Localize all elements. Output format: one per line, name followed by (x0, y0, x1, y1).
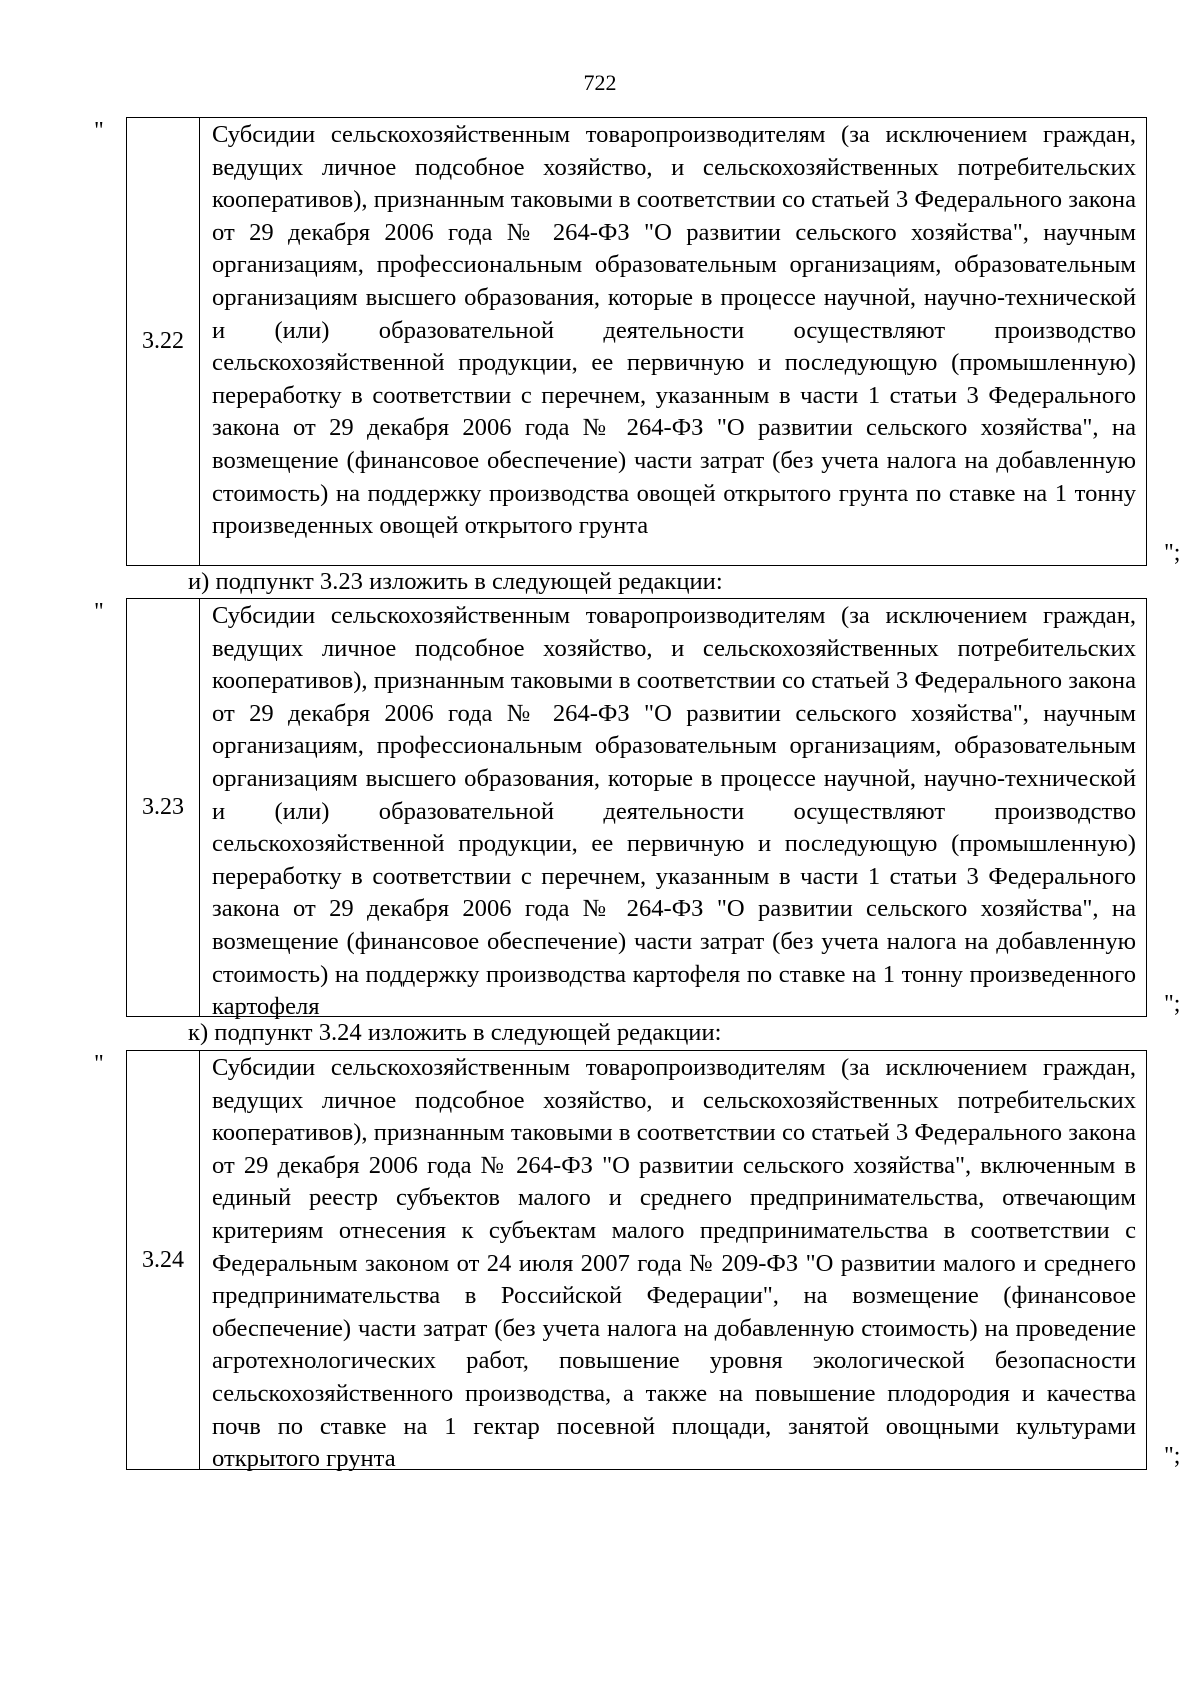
closing-quote: "; (1164, 1443, 1181, 1469)
row-number: 3.22 (127, 118, 200, 565)
subsidy-row-3-22 (126, 117, 1147, 566)
row-number: 3.24 (127, 1051, 200, 1469)
row-text: Субсидии сельскохозяйственным товаропроизводителям (за исключением граждан, ведущих личное подсобное хозяйство, и сельскохозяйственных потребительских кооперативов), признанным таковыми в соответствии со статьей 3 Федерального закона от 29 декабря 2006 года № 264-ФЗ "О развитии сельского хозяйства", научным организациям, профессиональным образовательным организациям, образовательным организациям высшего образования, которые в процессе научной, научно-технической и (или) образовательной деятельности осуществляют производство сельскохозяйственной продукции, ее первичную и последующую (промышленную) переработку в соответствии с перечнем, указанным в части 1 статьи 3 Федерального закона от 29 декабря 2006 года № 264-ФЗ "О развитии сельского хозяйства", на возмещение (финансовое обеспечение) части затрат (без учета налога на добавленную стоимость) на поддержку производства овощей открытого грунта по ставке на 1 тонну произведенных овощей открытого грунта (212, 121, 1136, 540)
subsidy-row-3-23 (126, 598, 1147, 1021)
closing-quote: "; (1164, 991, 1181, 1017)
opening-quote: " (94, 1051, 104, 1077)
subsidy-row-3-24 (126, 1050, 1147, 1473)
row-text: Субсидии сельскохозяйственным товаропроизводителям (за исключением граждан, ведущих личное подсобное хозяйство, и сельскохозяйственных потребительских кооперативов), признанным таковыми в соответствии со статьей 3 Федерального закона от 29 декабря 2006 года № 264-ФЗ "О развитии сельского хозяйства", научным организациям, профессиональным образовательным организациям, образовательным организациям высшего образования, которые в процессе научной, научно-технической и (или) образовательной деятельности осуществляют производство сельскохозяйственной продукции, ее первичную и последующую (промышленную) переработку в соответствии с перечнем, указанным в части 1 статьи 3 Федерального закона от 29 декабря 2006 года № 264-ФЗ "О развитии сельского хозяйства", на возмещение (финансовое обеспечение) части затрат (без учета налога на добавленную стоимость) на поддержку производства картофеля по ставке на 1 тонну произведенного картофеля (212, 602, 1136, 1021)
opening-quote: " (94, 118, 104, 144)
amendment-instruction: и) подпункт 3.23 изложить в следующей редакции: (188, 568, 723, 595)
row-text: Субсидии сельскохозяйственным товаропроизводителям (за исключением граждан, ведущих личное подсобное хозяйство, и сельскохозяйственных потребительских кооперативов), признанным таковыми в соответствии со статьей 3 Федерального закона от 29 декабря 2006 года № 264-ФЗ "О развитии сельского хозяйства", включенным в единый реестр субъектов малого и среднего предпринимательства, отвечающим критериям отнесения к субъектам малого предпринимательства в соответствии с Федеральным законом от 24 июля 2007 года № 209-ФЗ "О развитии малого и среднего предпринимательства в Российской Федерации", на возмещение (финансовое обеспечение) части затрат (без учета налога на добавленную стоимость) на проведение агротехнологических работ, повышение уровня экологической безопасности сельскохозяйственного производства, а также на повышение плодородия и качества почв по ставке на 1 гектар посевной площади, занятой овощными культурами открытого грунта (212, 1054, 1136, 1473)
opening-quote: " (94, 599, 104, 625)
page-number: 722 (583, 70, 617, 95)
closing-quote: "; (1164, 540, 1181, 566)
row-number: 3.23 (127, 599, 200, 1016)
amendment-instruction: к) подпункт 3.24 изложить в следующей редакции: (188, 1019, 722, 1046)
